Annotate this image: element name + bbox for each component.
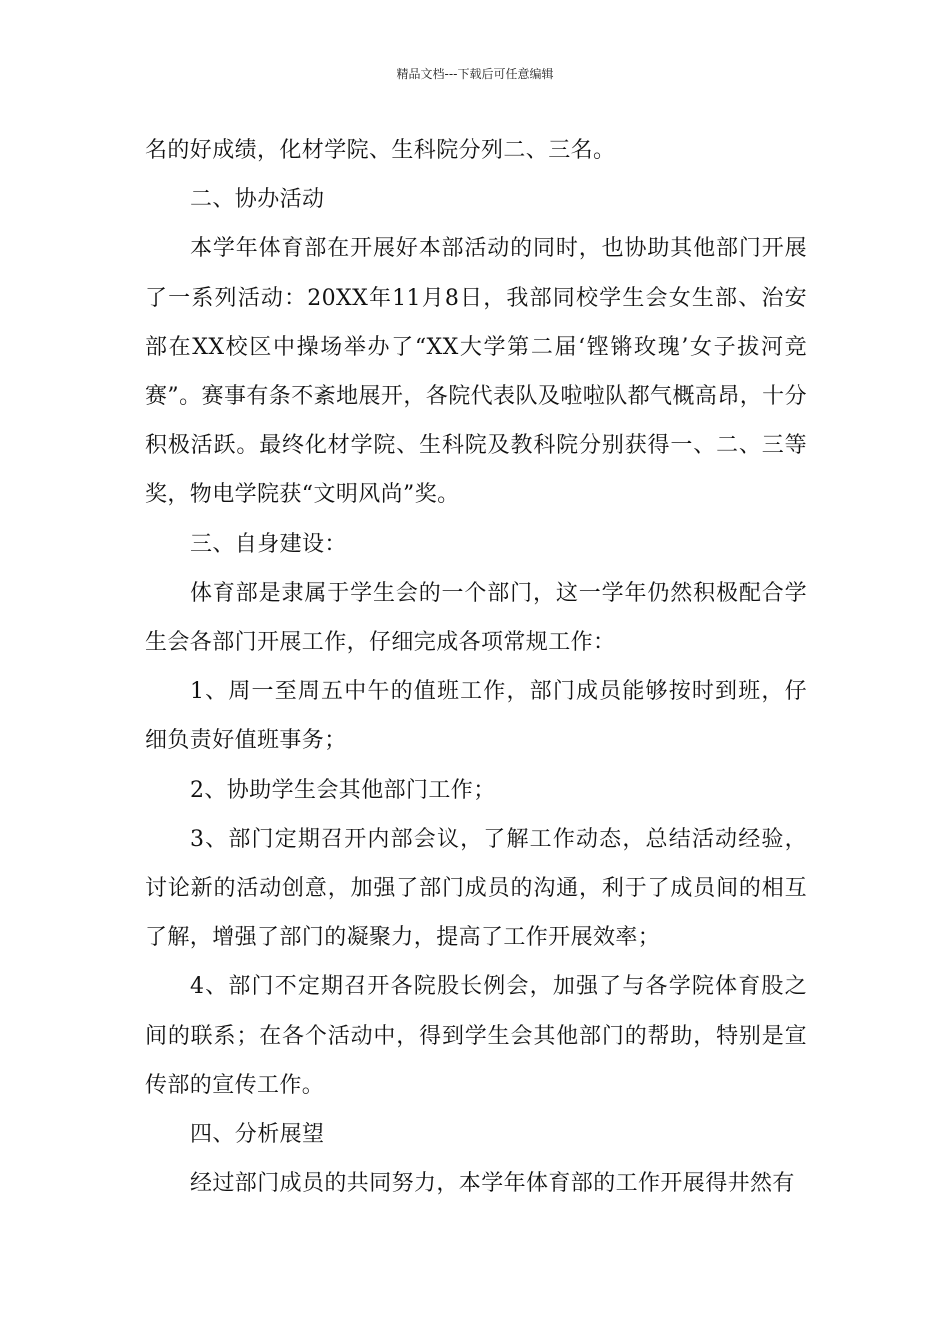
page-header: 精品文档---下载后可任意编辑 (396, 67, 554, 81)
list-item-4: 4、部门不定期召开各院股长例会，加强了与各学院体育股之间的联系；在各个活动中，得到学生会其他部门的帮助，特别是宣传部的宣传工作。 (145, 974, 807, 1098)
list-item-1: 1、周一至周五中午的值班工作，部门成员能够按时到班，仔细负责好值班事务； (145, 679, 807, 754)
section-heading-4: 四、分析展望 (190, 1122, 325, 1148)
document-body (145, 126, 807, 1208)
paragraph-continuation: 名的好成绩，化材学院、生科院分列二、三名。 (145, 138, 616, 163)
list-item-3: 3、部门定期召开内部会议，了解工作动态，总结活动经验，讨论新的活动创意，加强了部门成员的沟通，利于了成员间的相互了解，增强了部门的凝聚力，提高了工作开展效率； (145, 826, 807, 951)
section-heading-2: 二、协办活动 (190, 187, 325, 213)
paragraph-outlook: 经过部门成员的共同努力，本学年体育部的工作开展得井然有 (190, 1171, 795, 1197)
paragraph-assist-activities: 本学年体育部在开展好本部活动的同时，也协助其他部门开展了一系列活动：20XX年11月8日，我部同校学生会女生部、治安部在XX校区中操场举办了“XX大学第二届‘铿锵玫瑰’女子拔河竞赛”。赛事有条不紊地展开，各院代表队及啦啦队都气概高昂，十分积极活跃。最终化材学院、生科院及教科院分别获得一、二、三等奖，物电学院获“文明风尚”奖。 (145, 236, 807, 508)
list-item-2: 2、协助学生会其他部门工作； (190, 777, 496, 803)
section-heading-3: 三、自身建设： (190, 531, 347, 557)
paragraph-self-building: 体育部是隶属于学生会的一个部门，这一学年仍然积极配合学生会各部门开展工作，仔细完成各项常规工作： (145, 580, 807, 656)
